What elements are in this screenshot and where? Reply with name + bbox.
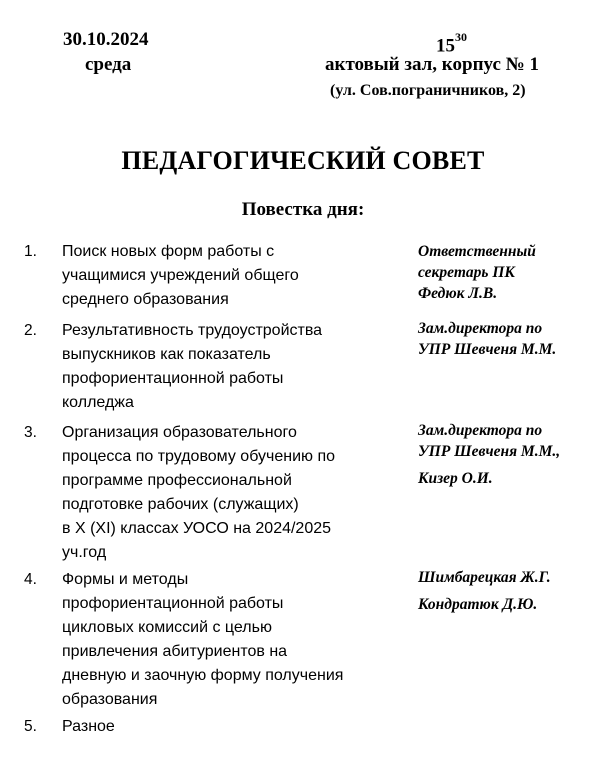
responsible-line: Федюк Л.В.	[418, 285, 498, 302]
topic-line: в X (XI) классах УОСО на 2024/2025	[62, 520, 332, 537]
topic-line: учащимися учреждений общего	[62, 267, 299, 284]
responsible-line: Шимбарецкая Ж.Г.	[418, 569, 551, 586]
agenda-item-4-responsible	[418, 567, 603, 615]
topic-line: выпускников как показатель	[62, 346, 271, 363]
meeting-venue: актовый зал, корпус № 1	[325, 54, 539, 75]
topic-line: профориентационной работы	[62, 370, 284, 387]
agenda-item-3-topic	[62, 421, 407, 565]
agenda-item-3-responsible	[418, 420, 603, 489]
topic-line: Результативность трудоустройства	[62, 322, 323, 339]
topic-line: подготовке рабочих (служащих)	[62, 496, 299, 513]
document-title: ПЕДАГОГИЧЕСКИЙ СОВЕТ	[121, 146, 485, 175]
meeting-weekday: среда	[85, 54, 132, 75]
agenda-item-2-responsible	[418, 318, 603, 360]
topic-line: дневную и заочную форму получения	[62, 667, 344, 684]
agenda-item-2-topic	[62, 319, 407, 415]
meeting-date: 30.10.2024	[63, 29, 149, 50]
topic-line: процесса по трудовому обучению по	[62, 448, 336, 465]
topic-line: программе профессиональной	[62, 472, 292, 489]
responsible-line: Кондратюк Д.Ю.	[418, 596, 538, 613]
agenda-item-5-number: 5.	[24, 718, 37, 735]
meeting-time-hour: 15	[436, 35, 455, 57]
agenda-item-4-topic	[62, 568, 407, 712]
topic-line: колледжа	[62, 394, 134, 411]
topic-line: образования	[62, 691, 158, 708]
responsible-line: секретарь ПК	[418, 264, 515, 281]
responsible-line: Кизер О.И.	[418, 470, 493, 487]
meeting-time-minutes: 30	[455, 30, 467, 44]
agenda-heading: Повестка дня:	[241, 199, 365, 220]
topic-line: среднего образования	[62, 291, 229, 308]
agenda-item-1-topic	[62, 240, 407, 312]
responsible-line: Зам.директора по	[418, 320, 543, 337]
topic-line: цикловых комиссий с целью	[62, 619, 272, 636]
meeting-address: (ул. Сов.пограничников, 2)	[330, 82, 526, 99]
agenda-item-5-topic	[62, 715, 407, 739]
responsible-line: УПР Шевченя М.М.,	[418, 443, 561, 460]
responsible-line: Ответственный	[418, 243, 536, 260]
agenda-item-1-number: 1.	[24, 243, 37, 260]
responsible-line: Зам.директора по	[418, 422, 543, 439]
topic-line: Организация образовательного	[62, 424, 297, 441]
topic-line: Разное	[62, 718, 115, 735]
responsible-line: УПР Шевченя М.М.	[418, 341, 557, 358]
topic-line: уч.год	[62, 544, 107, 561]
topic-line: профориентационной работы	[62, 595, 284, 612]
agenda-item-1-responsible	[418, 241, 603, 304]
topic-line: Формы и методы	[62, 571, 189, 588]
topic-line: Поиск новых форм работы с	[62, 243, 275, 260]
agenda-item-3-number: 3.	[24, 424, 37, 441]
topic-line: привлечения абитуриентов на	[62, 643, 288, 660]
agenda-item-4-number: 4.	[24, 571, 37, 588]
agenda-item-2-number: 2.	[24, 322, 37, 339]
